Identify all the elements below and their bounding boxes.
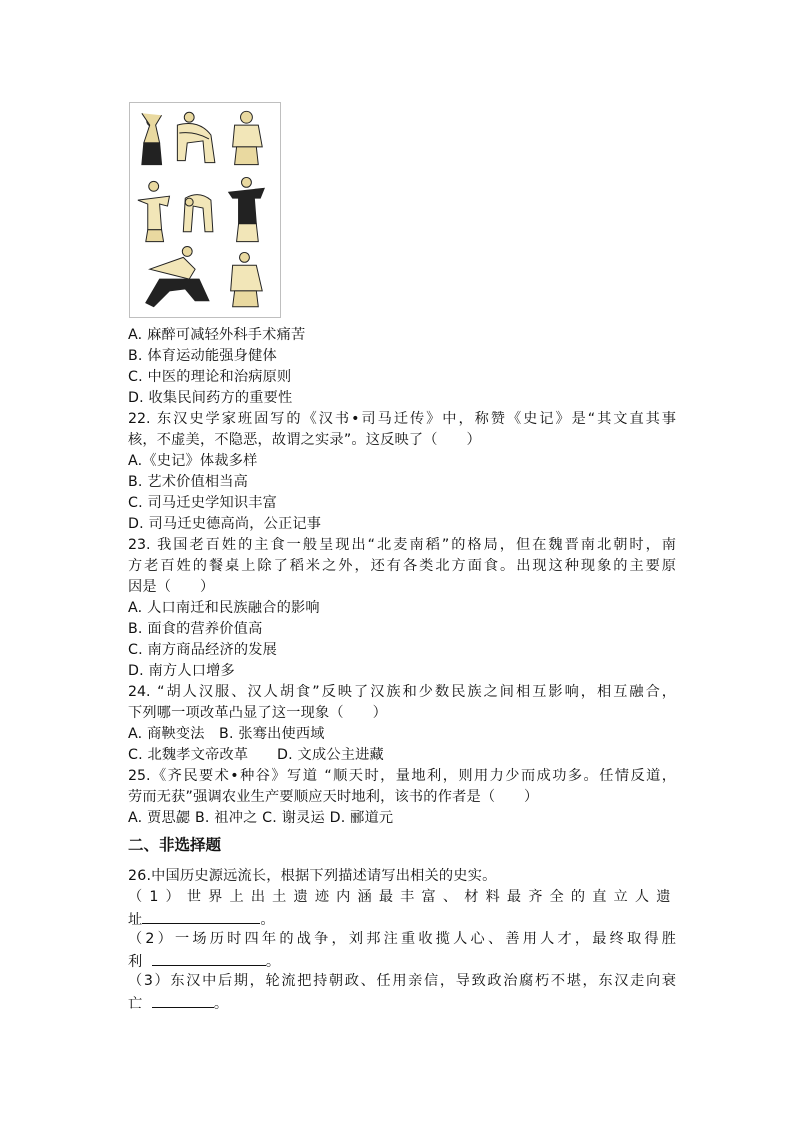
figure-2 [177, 112, 215, 162]
q26-stem: 26.中国历史源远流长，根据下列描述请写出相关的史实。 [128, 868, 497, 884]
q21-option-c: C. 中医的理论和治病原则 [128, 369, 292, 385]
q26-answer-blank-2[interactable] [152, 950, 266, 966]
q23-option-b: B. 面食的营养价值高 [128, 621, 263, 637]
figure-8 [231, 252, 263, 306]
q21-option-d: D. 收集民间药方的重要性 [128, 390, 293, 406]
q23-option-c: C. 南方商品经济的发展 [128, 642, 278, 658]
figure-1 [142, 113, 162, 164]
q26-answer-blank-1[interactable] [142, 908, 260, 924]
q21-option-a: A. 麻醉可减轻外科手术痛苦 [128, 327, 306, 343]
q24-options-line2: C. 北魏孝文帝改革 D. 文成公主进藏 [128, 747, 384, 763]
q25-stem-line2: 劳而无获”强调农业生产要顺应天时地利，该书的作者是（ ） [128, 789, 539, 805]
q22-option-b: B. 艺术价值相当高 [128, 474, 249, 490]
figure-7 [146, 247, 209, 307]
figure-4 [138, 181, 170, 241]
five-animal-exercise-drawing [130, 103, 280, 317]
q24-stem-line1: 24. “胡人汉服、汉人胡食”反映了汉族和少数民族之间相互影响，相互融合， [128, 684, 676, 700]
q26-item3-line2 [128, 992, 228, 1014]
figure-3 [233, 111, 263, 164]
figure-6 [229, 177, 265, 241]
q22-stem-line1: 22. 东汉史学家班固写的《汉书•司马迁传》中，称赞《史记》是“其文直其事 [128, 411, 676, 427]
q23-option-d: D. 南方人口增多 [128, 663, 235, 679]
q26-item2-line1: （2）一场历时四年的战争，刘邦注重收揽人心、善用人才，最终取得胜 [128, 931, 676, 947]
q26-item3-line2-text: 亡 [128, 996, 143, 1012]
q26-item2-period: 。 [265, 954, 281, 970]
q25-options-line1: A. 贾思勰 B. 祖冲之 C. 谢灵运 D. 郦道元 [128, 810, 394, 826]
q26-item2-line2-text: 利 [128, 954, 143, 970]
q21-option-b: B. 体育运动能强身健体 [128, 348, 277, 364]
q26-item1-line2-text: 址 [128, 912, 143, 928]
q22-option-c: C. 司马迁史学知识丰富 [128, 495, 278, 511]
q25-stem-line1: 25.《齐民要术•种谷》写道 “顺天时，量地利，则用力少而成功多。任情反道， [128, 768, 676, 784]
section-2-title: 二、非选择题 [128, 836, 222, 854]
q23-stem-line3: 因是（ ） [128, 579, 215, 595]
q23-stem-line1: 23. 我国老百姓的主食一般呈现出“北麦南稻”的格局，但在魏晋南北朝时，南 [128, 537, 676, 553]
q22-stem-line2: 核，不虚美，不隐恶，故谓之实录”。这反映了（ ） [128, 432, 481, 448]
q26-item3-line1: （3）东汉中后期，轮流把持朝政、任用亲信，导致政治腐朽不堪，东汉走向衰 [128, 973, 676, 989]
q26-item1-period: 。 [260, 912, 275, 928]
q26-item2-line2 [128, 950, 280, 972]
q23-option-a: A. 人口南迁和民族融合的影响 [128, 600, 320, 616]
q22-option-d: D. 司马迁史德高尚，公正记事 [128, 516, 322, 532]
exercise-figures-illustration [129, 102, 281, 318]
q26-item1-line2 [128, 908, 275, 930]
figure-5 [183, 195, 213, 232]
q24-stem-line2: 下列哪一项改革凸显了这一现象（ ） [128, 705, 387, 721]
q22-option-a: A.《史记》体裁多样 [128, 453, 258, 469]
q26-item1-line1: （1）世界上出土遗迹内涵最丰富、材料最齐全的直立人遗 [128, 889, 676, 905]
q26-answer-blank-3[interactable] [152, 992, 214, 1008]
q24-options-line1: A. 商鞅变法 B. 张骞出使西域 [128, 726, 325, 742]
q26-item3-period: 。 [213, 996, 229, 1012]
q23-stem-line2: 方老百姓的餐桌上除了稻米之外，还有各类北方面食。出现这种现象的主要原 [128, 558, 676, 574]
